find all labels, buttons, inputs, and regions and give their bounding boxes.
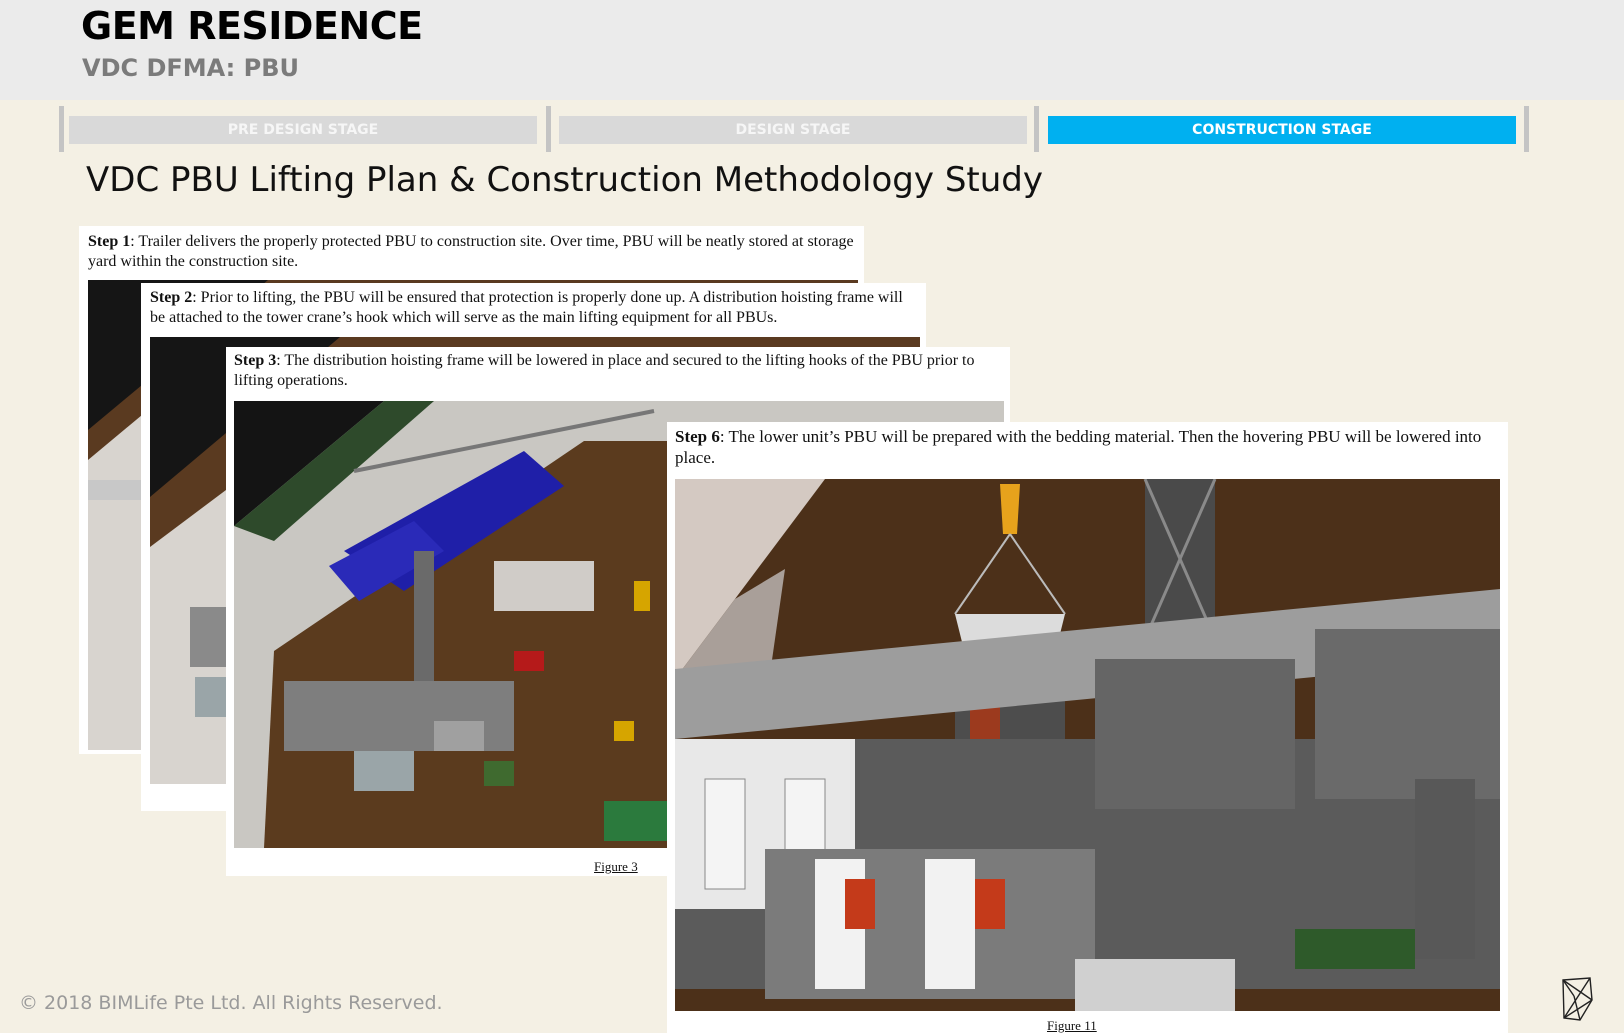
step-description: : Prior to lifting, the PBU will be ensured that protection is properly done up. A distribution hoisting frame will be attached to the tower crane’s hook which will serve as the main lifting equipment for all PBUs. [150, 289, 903, 326]
step-6-card[interactable] [667, 422, 1508, 1033]
step-description: : The lower unit’s PBU will be prepared with the bedding material. Then the hovering PBU will be lowered into place. [675, 427, 1482, 467]
header-bar [0, 0, 1624, 100]
stage-divider [1524, 106, 1529, 152]
figure-caption: Figure 11 [1047, 1018, 1097, 1033]
copyright-text: © 2018 BIMLife Pte Ltd. All Rights Reserved. [19, 992, 443, 1014]
tab-pre-design-stage[interactable]: PRE DESIGN STAGE [69, 116, 537, 144]
tab-design-stage[interactable]: DESIGN STAGE [559, 116, 1027, 144]
page-title: VDC PBU Lifting Plan & Construction Methodology Study [86, 160, 1043, 200]
tab-construction-stage[interactable]: CONSTRUCTION STAGE [1048, 116, 1516, 144]
step-label: Step 1 [88, 233, 131, 250]
step-1-text [88, 232, 858, 272]
stage-divider [546, 106, 551, 152]
figure-caption: Figure 3 [594, 859, 638, 874]
stage-divider [1034, 106, 1039, 152]
pbu-lifting-render-image [675, 479, 1500, 1011]
project-subtitle: VDC DFMA: PBU [82, 54, 300, 82]
step-label: Step 6 [675, 427, 720, 446]
step-label: Step 2 [150, 289, 193, 306]
polygon-mesh-logo-icon [1560, 976, 1594, 1022]
stage-divider [59, 106, 64, 152]
step-2-text [150, 288, 920, 328]
step-3-text [234, 351, 1004, 391]
project-title: GEM RESIDENCE [81, 4, 423, 48]
step-description: : The distribution hoisting frame will be lowered in place and secured to the lifting hooks of the PBU prior to lifting operations. [234, 352, 975, 389]
step-label: Step 3 [234, 352, 277, 369]
step-description: : Trailer delivers the properly protected PBU to construction site. Over time, PBU will be neatly stored at storage yard within the construction site. [88, 233, 854, 270]
step-6-text [675, 426, 1502, 468]
